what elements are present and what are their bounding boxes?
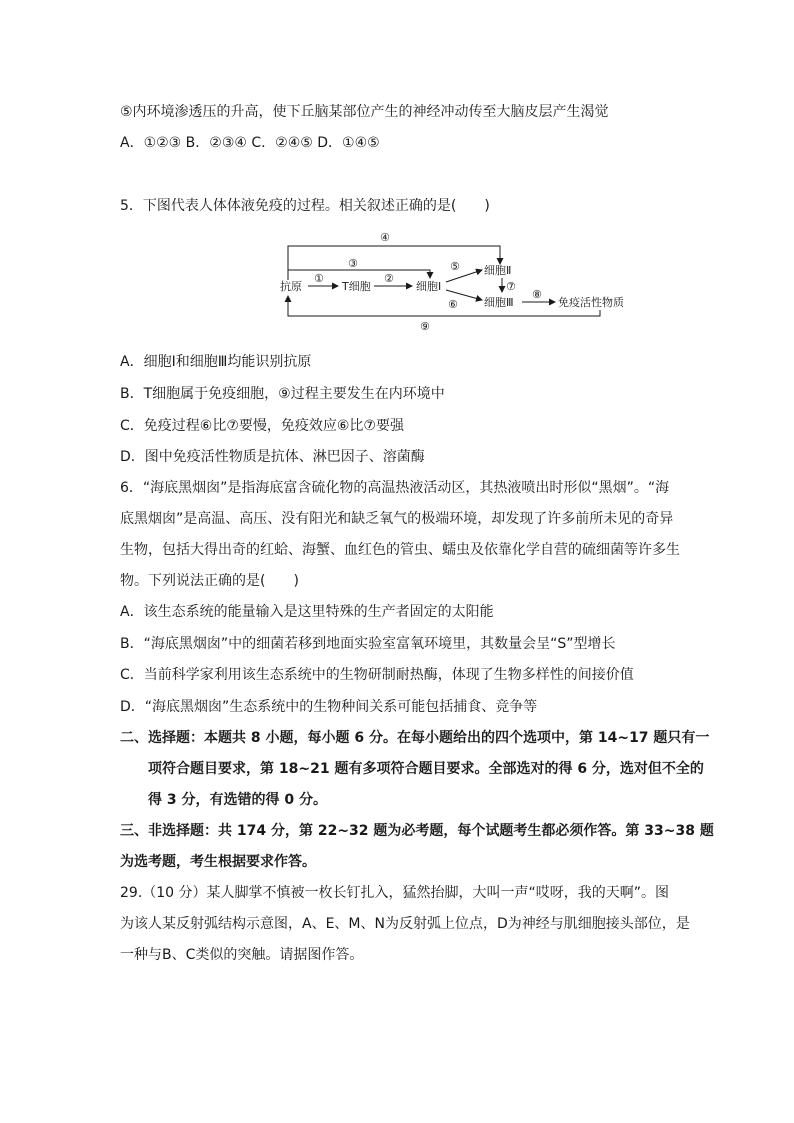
q6-stem-line-4: 物。下列说法正确的是( ) [120,573,299,589]
q6-option-c: C．当前科学家利用该生态系统中的生物研制耐热酶，体现了生物多样性的间接价值 [120,667,634,683]
node-antigen: 抗原 [280,280,302,293]
q5-option-c: C．免疫过程⑥比⑦要慢，免疫效应⑥比⑦要强 [120,418,404,434]
label-step-4: ④ [380,231,390,244]
q5-option-a: A．细胞Ⅰ和细胞Ⅲ均能识别抗原 [120,354,312,370]
humoral-immunity-diagram [270,228,650,338]
arrow-3 [288,270,430,278]
prev-item-5: ⑤内环境渗透压的升高，使下丘脑某部位产生的神经冲动传至大脑皮层产生渴觉 [120,104,609,120]
section3-line-2: 为选考题，考生根据要求作答。 [120,854,316,870]
section3-line-1: 三、非选择题：共 174 分，第 22~32 题为必考题，每个试题考生都必须作答。第 33~38 题 [120,823,714,839]
section2-line-1: 二、选择题：本题共 8 小题，每小题 6 分。在每小题给出的四个选项中，第 14~17 题只有一 [120,730,710,746]
section2-line-3: 得 3 分，有选错的得 0 分。 [148,792,327,808]
q5-option-d: D．图中免疫活性物质是抗体、淋巴因子、溶菌酶 [120,449,425,465]
q6-option-d: D．“海底黑烟囱”生态系统中的生物种间关系可能包括捕食、竞争等 [120,699,538,715]
node-t-cell: T细胞 [342,280,371,293]
q29-line-3: 一种与B、C类似的突触。请据图作答。 [120,947,364,963]
q6-stem-line-3: 生物，包括大得出奇的红蛤、海蟹、血红色的管虫、蠕虫及依靠化学自营的硫细菌等许多生 [120,542,680,558]
label-step-3: ③ [348,257,358,270]
label-step-9: ⑨ [420,320,430,333]
node-cell-2: 细胞Ⅱ [484,264,512,277]
q29-line-2: 为该人某反射弧结构示意图，A、E、M、N为反射弧上位点，D为神经与肌细胞接头部位，是 [120,916,690,932]
q6-stem-line-1: 6．“海底黑烟囱”是指海底富含硫化物的高温热液活动区，其热液喷出时形似“黑烟”。“海 [120,480,670,496]
q5-stem: 5．下图代表人体体液免疫的过程。相关叙述正确的是( ) [120,198,490,214]
q29-line-1: 29.（10 分）某人脚掌不慎被一枚长钉扎入，猛然抬脚，大叫一声“哎呀，我的天啊”。图 [120,885,670,901]
node-cell-1: 细胞Ⅰ [416,280,442,293]
node-active-substance: 免疫活性物质 [558,296,624,309]
label-step-6: ⑥ [448,298,458,311]
arrow-9 [288,296,600,316]
label-step-5: ⑤ [450,260,460,273]
label-step-2: ② [384,272,394,285]
label-step-1: ① [314,272,324,285]
label-step-7: ⑦ [506,280,516,293]
prev-options: A．①②③ B．②③④ C．②④⑤ D．①④⑤ [120,135,380,151]
section2-line-2: 项符合题目要求，第 18~21 题有多项符合题目要求。全部选对的得 6 分，选对但不全的 [148,761,704,777]
node-cell-3: 细胞Ⅲ [484,296,514,309]
q6-stem-line-2: 底黑烟囱”是高温、高压、没有阳光和缺乏氧气的极端环境，却发现了许多前所未见的奇异 [120,511,674,527]
label-step-8: ⑧ [532,288,542,301]
q5-option-b: B．T细胞属于免疫细胞，⑨过程主要发生在内环境中 [120,386,445,402]
q6-option-b: B．“海底黑烟囱”中的细菌若移到地面实验室富氧环境里，其数量会呈“S”型增长 [120,636,616,652]
q6-option-a: A．该生态系统的能量输入是这里特殊的生产者固定的太阳能 [120,604,494,620]
